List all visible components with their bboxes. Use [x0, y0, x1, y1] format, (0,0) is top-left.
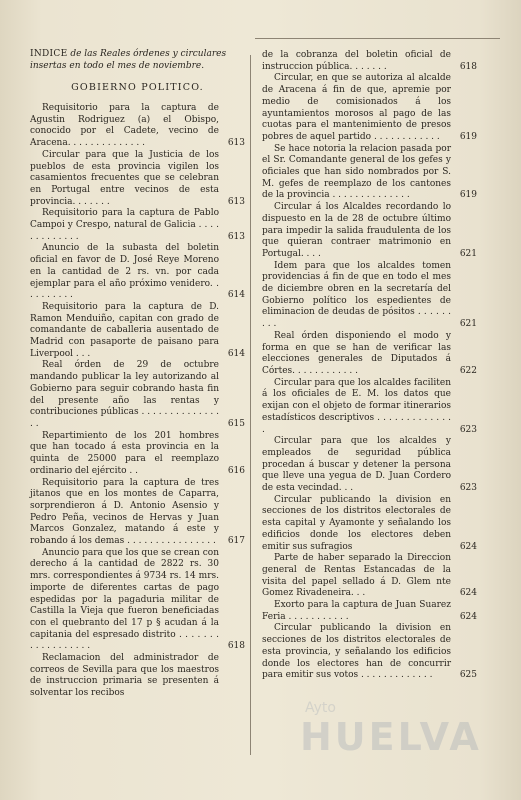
index-entry	[262, 261, 477, 331]
index-entry	[262, 144, 477, 203]
right-entry-list	[262, 50, 477, 682]
index-entry	[30, 243, 245, 302]
entry-text: Exorto para la captura de Juan Suarez Feria . . . . . . . . . . .	[262, 600, 451, 622]
index-entry	[30, 208, 245, 243]
index-entry	[30, 103, 245, 150]
index-entry	[262, 73, 477, 143]
index-entry	[30, 431, 245, 478]
index-entry	[30, 360, 245, 430]
entry-page-number: 617	[227, 536, 245, 547]
index-entry	[30, 150, 245, 209]
entry-text: Requisitorio para la captura de tres jitanos que en los montes de Caparra, sorprendieron á D. Antonio Asensio y Pedro Peña, vecinos de Hervas y Juan Marcos Gonzalez, matando á este y robando á los demas . . . . . . . . . . . . . . . .	[30, 477, 219, 547]
entry-page-number: 624	[459, 611, 477, 622]
section-title: GOBIERNO POLITICO.	[71, 82, 204, 93]
entry-page-number: 623	[459, 483, 477, 494]
index-heading	[30, 48, 245, 72]
index-entry	[262, 378, 477, 437]
index-entry	[262, 202, 477, 261]
entry-page-number: 622	[459, 365, 477, 376]
entry-page-number: 624	[459, 588, 477, 599]
index-entry	[262, 331, 477, 378]
index-entry	[30, 548, 245, 653]
entry-page-number: 625	[459, 670, 477, 681]
entry-page-number: 614	[227, 348, 245, 359]
entry-page-number: 619	[459, 190, 477, 201]
entry-text: Se hace notoria la relacion pasada por el Sr. Comandante general de los gefes y oficiales que han sido nombrados por S. M. gefes de reemplazo de los cantones de la provincia . . . . . . . . . . . . . .	[262, 143, 451, 201]
entry-page-number: 621	[459, 319, 477, 330]
watermark-logo: HUELVA	[300, 715, 482, 759]
right-column	[262, 50, 477, 682]
entry-page-number: 613	[227, 138, 245, 149]
entry-text: Circular á los Alcaldes recordando lo dispuesto en la de 28 de octubre último para impedir la salida fraudulenta de los que quieran contraer matrimonio en Portugal. . . .	[262, 202, 451, 259]
index-entry	[262, 50, 477, 73]
column-divider	[250, 55, 251, 755]
entry-page-number: 613	[227, 231, 245, 242]
index-entry	[262, 553, 477, 600]
top-rule	[255, 38, 500, 39]
index-entry	[262, 600, 477, 623]
entry-text: de la cobranza del boletin oficial de instruccion pública. . . . . . .	[262, 50, 451, 72]
entry-text: Requisitorio para la captura de Pablo Campoi y Crespo, natural de Galicia . . . . . . . . . . . . .	[30, 208, 219, 242]
entry-text: Requisitorio para la captura de D. Ramon Menduiño, capitan con grado de comandante de caballeria ausentado de Madrid con pasaporte de paisano para Liverpool . . .	[30, 301, 219, 359]
entry-page-number: 615	[227, 418, 245, 429]
index-entry	[262, 623, 477, 682]
entry-text: Anuncio de la subasta del boletin oficial en favor de D. José Reye Moreno en la cantidad de 2 rs. vn. por cada ejemplar para el año próximo venidero. . . . . . . . . .	[30, 243, 219, 301]
entry-text: Idem para que los alcaldes tomen providencias á fin de que en todo el mes de diciembre obren en la secretaría del Gobierno político los espedientes de eliminacion de deudas de pósitos . . . . . . . . .	[262, 260, 451, 330]
entry-text: Real órden disponiendo el modo y forma en que se han de verificar las elecciones generales de Diputados á Córtes. . . . . . . . . . . .	[262, 330, 451, 376]
entry-page-number: 618	[227, 641, 245, 652]
entry-page-number: 621	[459, 248, 477, 259]
entry-text: Requisitorio para la captura de Agustin Rodriguez (a) el Obispo, conocido por el Cadete, vecino de Aracena. . . . . . . . . . . . . .	[30, 103, 219, 149]
index-title-rest: de las Reales órdenes y circulares insertas en todo el mes de noviembre.	[30, 49, 227, 71]
entry-page-number: 616	[227, 465, 245, 476]
index-entry	[262, 495, 477, 554]
entry-page-number: 613	[227, 196, 245, 207]
entry-text: Real órden de 29 de octubre mandando publicar la ley autorizando al Gobierno para seguir cobrando hasta fin del presente año las rentas y contribuciones públicas . . . . . . . . . . . . . . . .	[30, 360, 219, 429]
index-entry	[30, 653, 245, 700]
entry-text: Reclamacion del administrador de correos de Sevilla para que los maestros de instruccion primaria se presenten á solventar los recibos	[30, 653, 219, 699]
left-column	[30, 48, 245, 700]
entry-text: Circular para que los alcaldes faciliten á los oficiales de E. M. los datos que exijan con el objeto de formar itinerarios estadísticos descriptivos . . . . . . . . . . . . . .	[262, 377, 451, 435]
entry-text: Anuncio para que los que se crean con derecho á la cantidad de 2822 rs. 30 mrs. correspondientes á 9734 rs. 14 mrs. importe de diferentes cartas de pago espedidas por la pagaduria militar de Castilla la Vieja que fueron beneficiadas con el quebranto del 17 p § acudan á la capitania del espresado distrito . . . . . . . . . . . . . . . . . .	[30, 547, 219, 652]
watermark-sub: Ayto	[305, 700, 336, 716]
entry-page-number: 614	[227, 290, 245, 301]
index-entry	[30, 302, 245, 361]
index-entry	[30, 478, 245, 548]
entry-text: Circular publicando la division en secciones de los distritos electorales de esta capital y Ayamonte y señalando los edificios donde los electores deben emitir sus sufragios	[262, 494, 451, 552]
entry-text: Circular publicando la division en secciones de los distritos electorales de esta provincia, y señalando los edificios donde los electores han de concurrir para emitir sus votos . . . . . . . . . . . . .	[262, 623, 451, 681]
entry-text: Circular para que la Justicia de los pueblos de esta provincia vigilen los casamientos frecuentes que se celebran en Portugal entre vecinos de esta provincia. . . . . . .	[30, 149, 219, 207]
entry-text: Circular, en que se autoriza al alcalde de Aracena á fin de que, apremie por medio de comisionados á los ayuntamientos morosos al pago de las cuotas para el mantenimiento de presos pobres de aquel partido . . . . . . . . . . . .	[262, 73, 451, 142]
entry-page-number: 618	[459, 61, 477, 72]
index-title-caps: INDICE	[30, 49, 68, 59]
index-entry	[262, 436, 477, 495]
left-entry-list	[30, 103, 245, 700]
entry-page-number: 619	[459, 131, 477, 142]
entry-text: Parte de haber separado la Direccion general de Rentas Estancadas de la visita del papel sellado á D. Glem nte Gomez Rivadeneira. . .	[262, 553, 451, 599]
entry-text: Circular para que los alcaldes y empleados de seguridad pública procedan á buscar y detener la persona que lleve una yegua de D. Juan Cordero de esta vecindad. . .	[262, 436, 451, 494]
entry-text: Repartimiento de los 201 hombres que han tocado á esta provincia en la quinta de 25000 para el reemplazo ordinario del ejército . .	[30, 430, 219, 476]
entry-page-number: 623	[459, 424, 477, 435]
entry-page-number: 624	[459, 541, 477, 552]
